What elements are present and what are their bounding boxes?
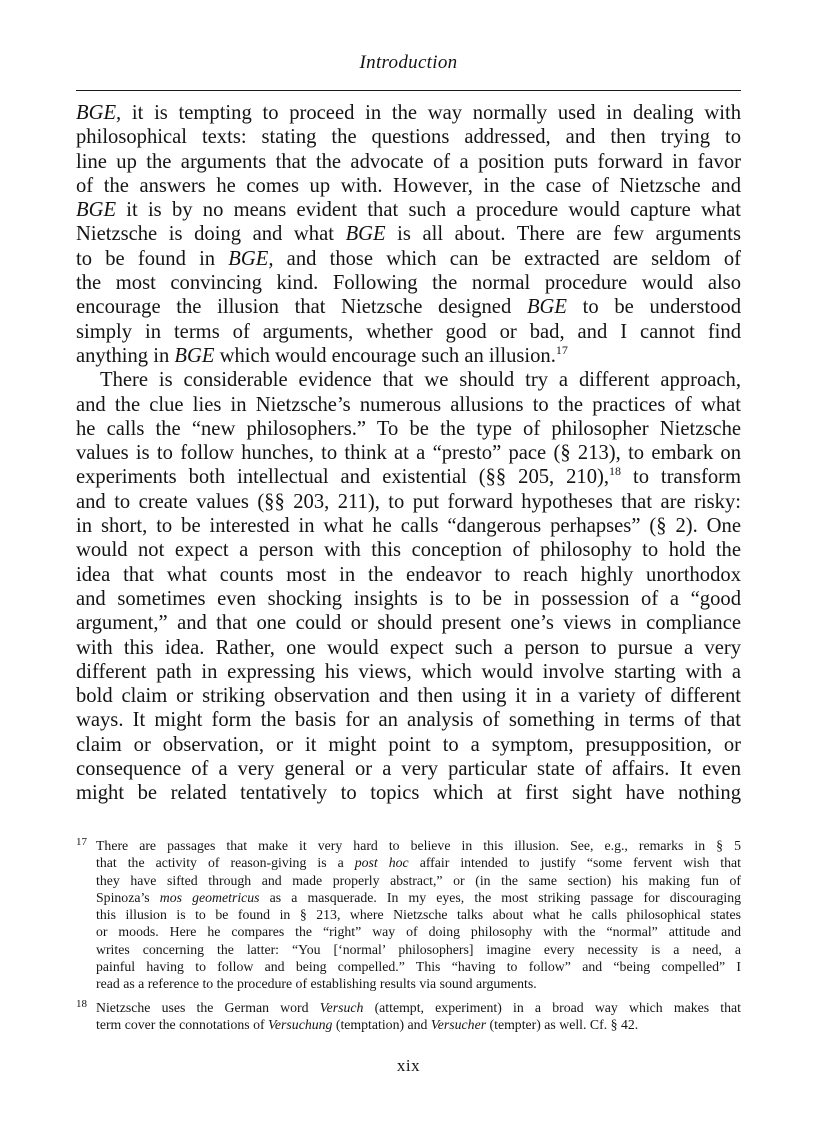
footnote-17 [76, 837, 741, 993]
text-line: would not expect a person with this conception of philosophy to hold the [76, 539, 741, 562]
text-line: There is considerable evidence that we should try a different approach, [100, 369, 741, 392]
footnote-line: they have sifted through and made properly abstract,” or (in the same section) his making fun of [96, 872, 741, 888]
text-line: consequence of a very general or a very particular state of affairs. It even [76, 758, 741, 781]
footnote-line: Nietzsche uses the German word Versuch (attempt, experiment) in a broad way which makes that [96, 999, 741, 1015]
footnote-line: Spinoza’s mos geometricus as a masquerade. In my eyes, the most striking passage for discouraging [96, 889, 741, 905]
footnote-line: There are passages that make it very hard to believe in this illusion. See, e.g., remarks in § 5 [96, 838, 741, 853]
paragraph-1 [76, 101, 741, 368]
footnote-line: writes concerning the latter: “You [‘normal’ philosophers] imagine every necessity is a need, a [96, 941, 741, 957]
text-line: BGE, it is tempting to proceed in the way normally used in dealing with [76, 102, 741, 124]
text-line: to be found in BGE, and those which can be extracted are seldom of [76, 247, 741, 270]
text-line: experiments both intellectual and existential (§§ 205, 210),$^{18}$ to transform [76, 464, 741, 489]
footnote-line: that the activity of reason-giving is a post hoc affair intended to justify “some fervent wish that [96, 855, 741, 871]
text-line: anything in BGE which would encourage such an illusion.$^{17}$ [76, 343, 568, 367]
main-text [76, 101, 741, 806]
text-line: argument,” and that one could or should present one’s views in compliance [76, 612, 741, 635]
text-line: the most convincing kind. Following the normal procedure would also [76, 272, 741, 295]
text-line: might be related tentatively to topics which at first sight have nothing [76, 782, 741, 805]
text-line: and to create values (§§ 203, 211), to put forward hypotheses that are risky: [76, 490, 741, 513]
text-line: philosophical texts: stating the questions addressed, and then trying to [76, 126, 741, 149]
text-line: and sometimes even shocking insights is to be in possession of a “good [76, 587, 741, 610]
running-header: Introduction [359, 52, 458, 73]
footnote-ref-18[interactable]: 18 [609, 464, 622, 479]
text-line: encourage the illusion that Nietzsche designed BGE to be understood [76, 296, 741, 319]
text-line: with this idea. Rather, one would expect such a person to pursue a very [76, 636, 741, 659]
footnote-number: 17 [76, 836, 87, 848]
header-rule [76, 90, 741, 91]
text-line: Nietzsche is doing and what BGE is all about. There are few arguments [76, 223, 742, 246]
text-line: of the answers he comes up with. However, in the case of Nietzsche and [76, 174, 741, 197]
footnote-ref-17[interactable]: 17 [555, 343, 568, 358]
text-line: ways. It might form the basis for an analysis of something in terms of that [76, 709, 741, 732]
page-number: xix [396, 1056, 421, 1075]
footnote-line: read as a reference to the procedure of establishing results via sound arguments. [96, 976, 537, 992]
footnote-line: this illusion is to be found in § 213, where Nietzsche talks about what he calls philosophical states [96, 907, 741, 923]
text-line: in short, to be interested in what he calls “dangerous perhapses” (§ 2). One [76, 515, 741, 538]
text-line: idea that what counts most in the endeavor to reach highly unorthodox [76, 563, 741, 586]
footnote-18 [76, 999, 741, 1034]
footnotes [76, 837, 741, 1039]
text-line: BGE it is by no means evident that such a procedure would capture what [76, 199, 741, 222]
text-line: he calls the “new philosophers.” To be the type of philosopher Nietzsche [76, 417, 741, 440]
footnote-line: term cover the connotations of Versuchung (temptation) and Versucher (tempter) as well. Cf. § 42. [96, 1016, 639, 1032]
text-line: claim or observation, or it might point to a symptom, presupposition, or [76, 733, 741, 756]
footnote-number: 18 [76, 997, 87, 1010]
text-line: bold claim or striking observation and then using it in a variety of different [76, 685, 741, 708]
paragraph-2 [76, 368, 741, 805]
text-line: and the clue lies in Nietzsche’s numerous allusions to the practices of what [76, 393, 741, 416]
text-line: line up the arguments that the advocate of a position puts forward in favor [76, 150, 741, 173]
footnote-line: painful having to follow and being compelled.” This “having to follow” and “being compelled” I [96, 959, 741, 975]
text-line: different path in expressing his views, which would involve starting with a [76, 660, 741, 683]
text-line: simply in terms of arguments, whether good or bad, and I cannot find [76, 320, 741, 343]
footnote-line: or moods. Here he compares the “right” way of doing philosophy with the “normal” attitude and [96, 924, 741, 940]
text-line: values is to follow hunches, to think at a “presto” pace (§ 213), to embark on [76, 442, 741, 465]
